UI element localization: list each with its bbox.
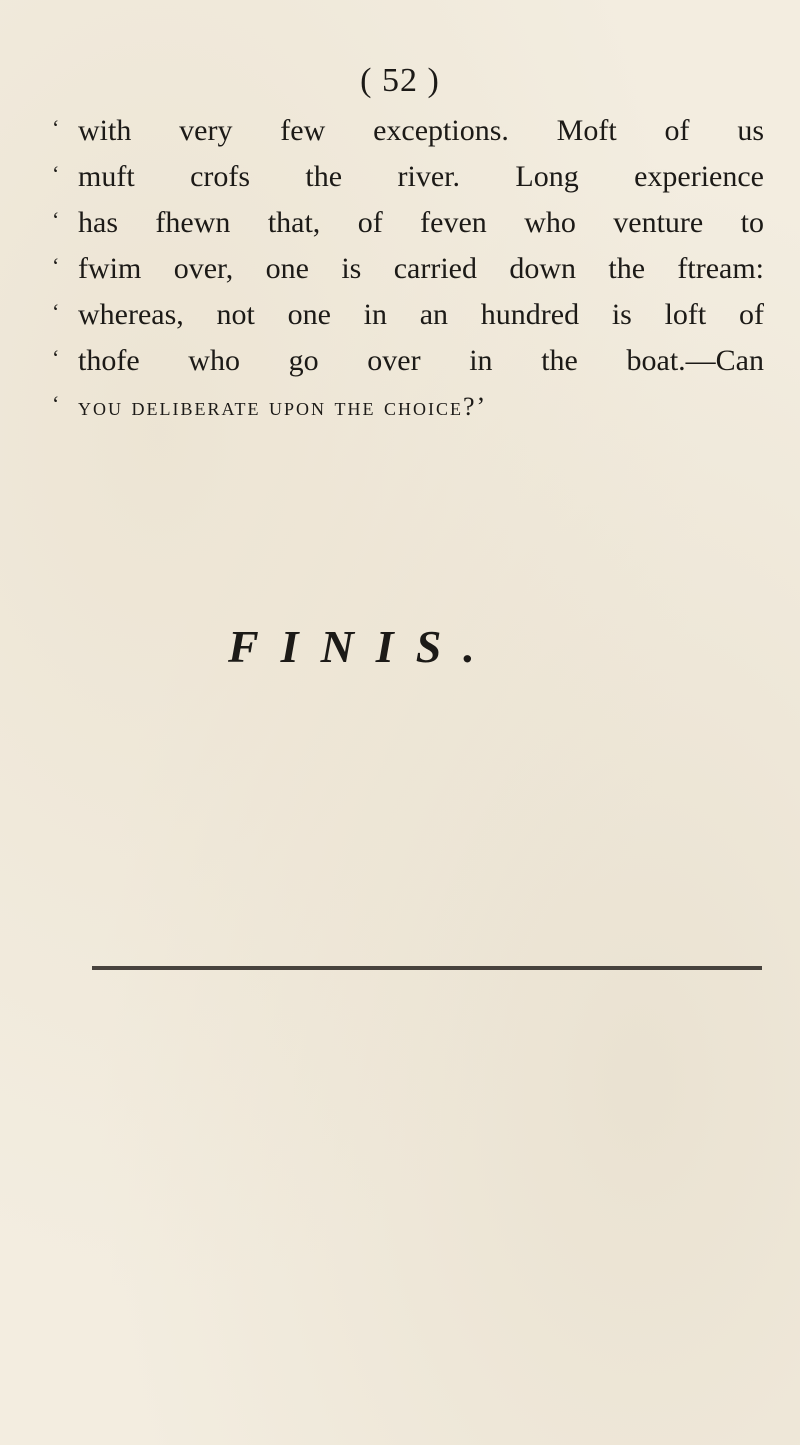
line-quote-mark: ‘	[52, 299, 60, 324]
line-text: you deliberate upon the choice?’	[78, 392, 488, 421]
line-quote-mark: ‘	[52, 207, 60, 232]
line-text: has fhewn that, of feven who venture to	[78, 206, 764, 239]
divider-rule	[92, 966, 762, 970]
line-quote-mark: ‘	[52, 161, 60, 186]
text-line	[52, 200, 764, 246]
text-line	[52, 246, 764, 292]
line-quote-mark: ‘	[52, 253, 60, 278]
line-text: with very few exceptions. Moft of us	[78, 114, 764, 147]
line-text: whereas, not one in an hundred is loft of	[78, 298, 764, 331]
text-line	[52, 292, 764, 338]
line-quote-mark: ‘	[52, 345, 60, 370]
line-text: muft crofs the river. Long experience	[78, 160, 764, 193]
line-text: thofe who go over in the boat.—Can	[78, 344, 764, 377]
line-quote-mark: ‘	[52, 391, 60, 416]
text-line	[52, 108, 764, 154]
line-text: fwim over, one is carried down the ftream:	[78, 252, 764, 285]
finis-heading: FINIS.	[228, 621, 497, 672]
page-number: ( 52 )	[360, 62, 440, 99]
text-line	[52, 384, 764, 430]
text-line	[52, 154, 764, 200]
body-text	[52, 108, 764, 430]
text-line	[52, 338, 764, 384]
line-quote-mark: ‘	[52, 115, 60, 140]
